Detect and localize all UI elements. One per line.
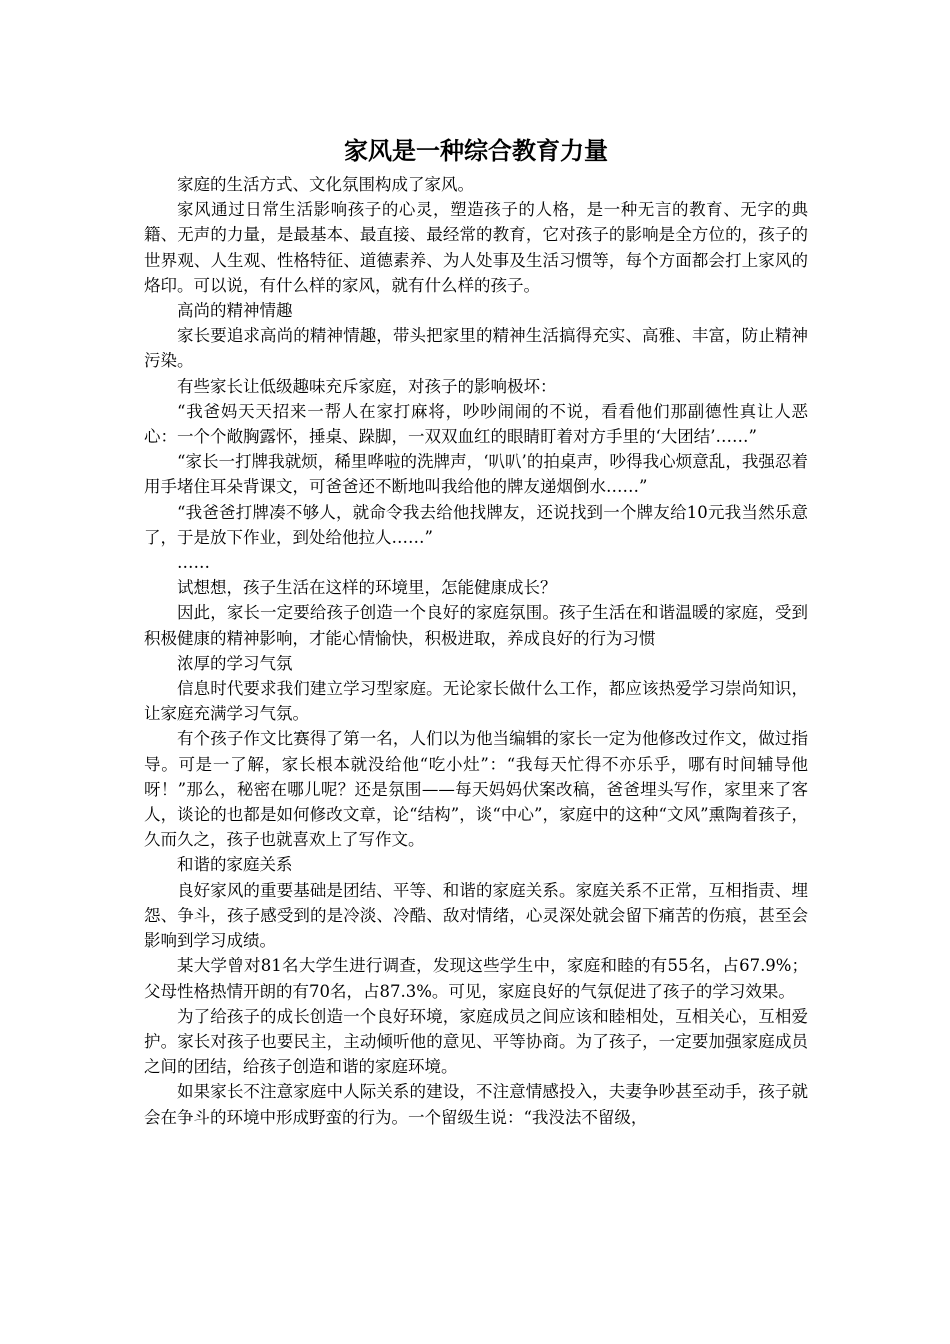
paragraph: 有些家长让低级趣味充斥家庭，对孩子的影响极坏： — [177, 376, 557, 396]
paragraph: 家长要追求高尚的精神情趣，带头把家里的精神生活搞得充实、高雅、丰富，防止精神污染。 — [144, 326, 808, 371]
document-title: 家风是一种综合教育力量 — [344, 136, 608, 165]
quote-paragraph: “我爸爸打牌凑不够人，就命令我去给他找牌友，还说找到一个牌友给10元我当然乐意了，于是放下作业，到处给他拉人……” — [144, 502, 808, 547]
paragraph: 信息时代要求我们建立学习型家庭。无论家长做什么工作，都应该热爱学习崇尚知识，让家庭充满学习气氛。 — [144, 679, 808, 724]
paragraph: 为了给孩子的成长创造一个良好环境，家庭成员之间应该和睦相处，互相关心，互相爱护。家长对孩子也要民主，主动倾听他的意见、平等协商。为了孩子，一定要加强家庭成员之间的团结，给孩子创造和谐的家庭环境。 — [144, 1006, 808, 1077]
paragraph: 因此，家长一定要给孩子创造一个良好的家庭氛围。孩子生活在和谐温暖的家庭，受到积极健康的精神影响，才能心情愉快，积极进取，养成良好的行为习惯 — [144, 603, 808, 648]
document-page — [144, 0, 808, 1344]
paragraph: 有个孩子作文比赛得了第一名，人们以为他当编辑的家长一定为他修改过作文，做过指导。可是一了解，家长根本就没给他“吃小灶”：“我每天忙得不亦乐乎，哪有时间辅导他呀！”那么，秘密在哪儿呢？还是氛围——每天妈妈伏案改稿，爸爸埋头写作，家里来了客人，谈论的也都是如何修改文章，论“结构”，谈“中心”，家庭中的这种“文风”熏陶着孩子，久而久之，孩子也就喜欢上了写作文。 — [144, 729, 808, 850]
quote-paragraph: “我爸妈天天招来一帮人在家打麻将，吵吵闹闹的不说，看看他们那副德性真让人恶心：一个个敞胸露怀，捶桌、跺脚，一双双血红的眼睛盯着对方手里的‘大团结’……” — [144, 401, 808, 447]
paragraph: 家风通过日常生活影响孩子的心灵，塑造孩子的人格，是一种无言的教育、无字的典籍、无声的力量，是最基本、最直接、最经常的教育，它对孩子的影响是全方位的，孩子的世界观、人生观、性格特征、道德素养、为人处事及生活习惯等，每个方面都会打上家风的烙印。可以说，有什么样的家风，就有什么样的孩子。 — [144, 200, 808, 295]
paragraph: 试想想，孩子生活在这样的环境里，怎能健康成长？ — [177, 578, 557, 598]
section-heading: 和谐的家庭关系 — [177, 855, 293, 875]
paragraph: 良好家风的重要基础是团结、平等、和谐的家庭关系。家庭关系不正常，互相指责、埋怨、争斗，孩子感受到的是冷淡、冷酷、敌对情绪，心灵深处就会留下痛苦的伤痕，甚至会影响到学习成绩。 — [144, 880, 808, 951]
paragraph: 家庭的生活方式、文化氛围构成了家风。 — [177, 175, 474, 194]
section-heading: 浓厚的学习气氛 — [177, 653, 293, 673]
paragraph: 某大学曾对81名大学生进行调查，发现这些学生中，家庭和睦的有55名，占67.9%；父母性格热情开朗的有70名，占87.3%。可见，家庭良好的气氛促进了孩子的学习效果。 — [144, 956, 808, 1001]
ellipsis-line: …… — [177, 553, 210, 573]
section-heading: 高尚的精神情趣 — [177, 301, 293, 321]
quote-paragraph: “家长一打牌我就烦，稀里哗啦的洗牌声，‘叭叭’的拍桌声，吵得我心烦意乱，我强忍着用手堵住耳朵背课文，可爸爸还不断地叫我给他的牌友递烟倒水……” — [144, 452, 808, 497]
paragraph: 如果家长不注意家庭中人际关系的建设，不注意情感投入，夫妻争吵甚至动手，孩子就会在争斗的环境中形成野蛮的行为。一个留级生说：“我没法不留级， — [144, 1082, 808, 1127]
